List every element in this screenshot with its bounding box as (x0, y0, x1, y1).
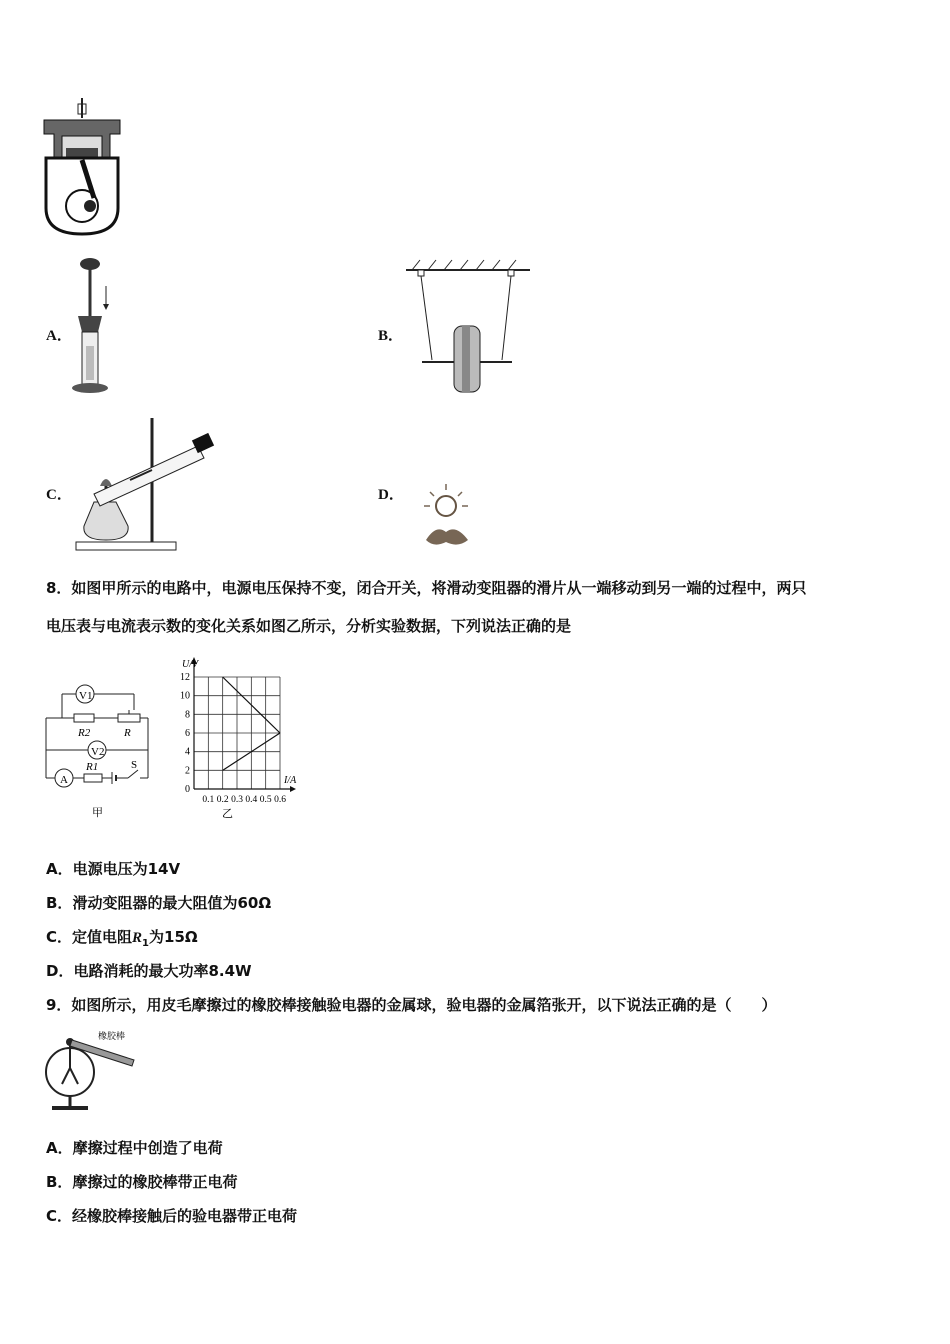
question-8-line-1: 8．如图甲所示的电路中，电源电压保持不变，闭合开关，将滑动变阻器的滑片从一端移动到另一端的过程中，两只 (46, 579, 807, 597)
q8-option-d-text: 电路消耗的最大功率8.4W (73, 962, 252, 980)
option-a-label: A． (46, 328, 72, 344)
q9-option-b (46, 1171, 237, 1192)
q9-option-b-text: 摩擦过的橡胶棒带正电荷 (72, 1173, 238, 1191)
s-label: S (131, 759, 138, 771)
x-axis-label: I/A (284, 775, 297, 786)
bulb-figure (418, 480, 478, 552)
x-tick-label-5: 0.6 (274, 795, 286, 805)
resistor-r2 (74, 714, 94, 722)
q8-option-a-text: 电源电压为14V (72, 860, 181, 878)
y-tick-label-1: 2 (185, 765, 190, 777)
option-b-label: B． (378, 328, 404, 344)
u-i-graph (160, 655, 310, 823)
q8-option-c-label: C． (46, 928, 73, 946)
q9-option-a (46, 1137, 223, 1158)
pump-figure (70, 256, 120, 396)
q9-option-a-text: 摩擦过程中创造了电荷 (72, 1139, 223, 1157)
test-tube-figure (70, 416, 216, 556)
x-tick-label-1: 0.2 (216, 795, 229, 805)
q9-option-c-label: C． (46, 1207, 73, 1225)
q8-option-d (46, 960, 252, 981)
q9-option-c (46, 1205, 297, 1226)
option-d-label: D． (378, 487, 404, 503)
q9-option-c-text: 经橡胶棒接触后的验电器带正电荷 (72, 1207, 298, 1225)
y-tick-label-0: 0 (185, 784, 190, 795)
y-tick-label-6: 12 (180, 672, 190, 683)
v2-label: V2 (91, 746, 105, 758)
x-tick-label-0: 0.1 (202, 795, 215, 805)
q9-option-a-label: A． (46, 1139, 73, 1157)
r2-label: R2 (78, 727, 91, 739)
electroscope-figure (42, 1028, 142, 1114)
q8-option-c-text-after: 为15Ω (149, 928, 198, 946)
q8-option-a (46, 858, 180, 879)
x-axis-arrow (290, 786, 296, 792)
q8-option-b-text: 滑动变阻器的最大阻值为60Ω (72, 894, 272, 912)
a-label: A (60, 774, 68, 786)
circuit-caption: 甲 (92, 807, 103, 819)
option-c-label: C． (46, 487, 72, 503)
q8-option-b-label: B． (46, 894, 73, 912)
y-tick-label-5: 10 (180, 690, 190, 702)
q8-option-c-var: R (132, 930, 143, 946)
x-tick-label-4: 0.5 (259, 795, 272, 805)
q8-option-d-label: D． (46, 962, 74, 980)
q8-option-c (46, 926, 198, 949)
y-tick-label-2: 4 (185, 746, 190, 758)
v1-label: V1 (79, 690, 93, 702)
flywheel-figure (402, 256, 534, 396)
r1-label: R1 (86, 761, 99, 773)
x-tick-label-3: 0.4 (245, 795, 258, 805)
engine-figure (40, 98, 125, 236)
q8-option-b (46, 892, 271, 913)
question-8-line-2: 电压表与电流表示数的变化关系如图乙所示，分析实验数据，下列说法正确的是 (46, 617, 572, 635)
rod-label: 橡胶棒 (98, 1032, 126, 1042)
q8-option-c-text-before: 定值电阻 (72, 928, 133, 946)
q9-option-b-label: B． (46, 1173, 73, 1191)
y-tick-label-4: 8 (185, 709, 190, 721)
question-9-line-1: 9．如图所示，用皮毛摩擦过的橡胶棒接触验电器的金属球，验电器的金属箔张开，以下说法正确的是（ ） (46, 996, 777, 1014)
rheostat-r (118, 714, 140, 722)
resistor-r1 (84, 774, 102, 782)
q8-option-c-sub: 1 (142, 938, 150, 949)
graph-ticks (180, 672, 286, 805)
q8-option-a-label: A． (46, 860, 73, 878)
graph-caption: 乙 (222, 808, 233, 820)
graph-grid (194, 677, 280, 789)
y-tick-label-3: 6 (185, 728, 190, 739)
x-tick-label-2: 0.3 (231, 795, 243, 805)
circuit-diagram (40, 670, 155, 820)
y-axis-label: U/V (182, 659, 199, 670)
r-label: R (124, 727, 131, 739)
